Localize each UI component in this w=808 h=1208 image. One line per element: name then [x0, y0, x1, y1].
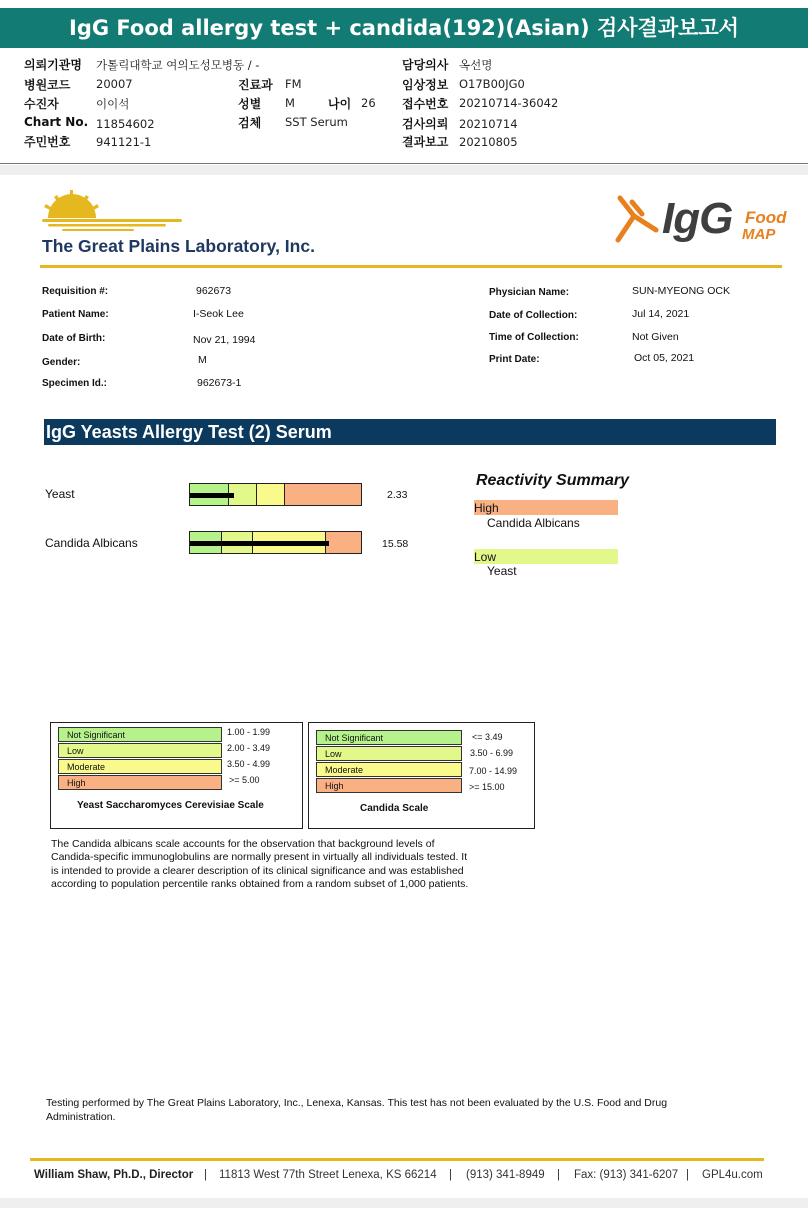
kr-label-resident-no: 주민번호: [24, 135, 71, 149]
footer-website[interactable]: GPL4u.com: [702, 1169, 763, 1181]
sun-logo-icon: [40, 188, 190, 236]
report-title: IgG Food allergy test + candida(192)(Asian) 검사결과보고서: [0, 8, 808, 48]
footer-phone: (913) 341-8949: [466, 1169, 545, 1181]
reactivity-high-item: Candida Albicans: [487, 516, 580, 530]
brand-map: MAP: [742, 226, 776, 243]
yeast-scale-box: [50, 722, 303, 829]
kr-value-request-date: 20210714: [459, 117, 518, 131]
kr-label-patient: 수진자: [24, 97, 59, 111]
result-value-candida: 15.58: [382, 538, 409, 550]
patient-name-value: I-Seok Lee: [193, 308, 244, 320]
footer-fax: Fax: (913) 341-6207: [574, 1169, 679, 1181]
footer-separator: |: [204, 1169, 207, 1181]
scale-row-low: Low: [316, 746, 462, 761]
requisition-value: 962673: [196, 285, 232, 297]
kr-value-clinical-info: O17B00JG0: [459, 77, 525, 91]
brand-food: Food: [745, 208, 787, 227]
kr-label-receipt-no: 접수번호: [402, 97, 449, 111]
footer-address: 11813 West 77th Street Lenexa, KS 66214: [219, 1169, 437, 1181]
reactivity-low-band: Low: [474, 549, 618, 564]
scale-row-low: Low: [58, 743, 222, 758]
kr-label-clinical-info: 임상정보: [402, 78, 449, 92]
kr-value-report-date: 20210805: [459, 135, 518, 149]
section-title: IgG Yeasts Allergy Test (2) Serum: [44, 419, 776, 445]
bar-seg-moderate: [257, 484, 285, 505]
kr-label-sex: 성별: [238, 97, 262, 111]
disclaimer-line: Testing performed by The Great Plains Laboratory, Inc., Lenexa, Kansas. This test has not been evaluated by the U.S. Food and Drug: [46, 1097, 668, 1109]
print-date-label: Print Date:: [489, 354, 540, 365]
candida-scale-title: Candida Scale: [360, 803, 429, 814]
kr-label-chart-no: Chart No.: [24, 115, 89, 129]
disclaimer-line: Administration.: [46, 1111, 116, 1123]
kr-label-age: 나이: [328, 97, 352, 111]
scale-range-moderate: 3.50 - 4.99: [227, 759, 271, 769]
kr-label-department: 진료과: [238, 78, 273, 92]
patient-name-label: Patient Name:: [42, 309, 109, 320]
footer-separator: |: [449, 1169, 452, 1181]
lab-name: The Great Plains Laboratory, Inc.: [42, 236, 315, 256]
kr-value-specimen: SST Serum: [285, 115, 348, 129]
kr-label-physician: 담당의사: [402, 58, 449, 72]
scale-row-moderate: Moderate: [316, 762, 462, 777]
kr-label-institution: 의뢰기관명: [24, 58, 82, 72]
reactivity-low-item: Yeast: [487, 564, 517, 578]
candida-note-line: is intended to provide a clearer description of its clinical significance and was established: [51, 865, 464, 877]
scale-row-high: High: [58, 775, 222, 790]
brand-rule: [40, 265, 782, 268]
result-bar-yeast: [189, 483, 362, 506]
page-gap: [0, 165, 808, 175]
scale-row-moderate: Moderate: [58, 759, 222, 774]
antibody-icon: [612, 192, 662, 248]
scale-row-high: High: [316, 778, 462, 793]
collection-date-value: Jul 14, 2021: [632, 308, 690, 320]
result-name-candida: Candida Albicans: [45, 536, 138, 550]
kr-value-sex: M: [285, 96, 295, 110]
kr-value-physician: 옥선명: [459, 58, 493, 72]
page-gap: [0, 1198, 808, 1208]
scale-row-not-significant: Not Significant: [58, 727, 222, 742]
kr-label-specimen: 검체: [238, 116, 262, 130]
kr-label-request-date: 검사의뢰: [402, 117, 449, 131]
kr-value-age: 26: [361, 96, 376, 110]
scale-range-not-significant: <= 3.49: [472, 732, 503, 742]
kr-value-receipt-no: 20210714-36042: [459, 96, 559, 110]
requisition-label: Requisition #:: [42, 286, 109, 297]
gender-label: Gender:: [42, 357, 81, 368]
result-bar-candida: [189, 531, 362, 554]
footer-rule: [30, 1158, 764, 1161]
result-level-yeast: [190, 493, 234, 498]
physician-value: SUN-MYEONG OCK: [632, 285, 731, 297]
scale-row-not-significant: Not Significant: [316, 730, 462, 745]
footer-director: William Shaw, Ph.D., Director: [34, 1169, 194, 1181]
scale-range-high: >= 15.00: [469, 782, 505, 792]
collection-time-value: Not Given: [632, 331, 679, 343]
result-value-yeast: 2.33: [387, 489, 408, 501]
footer-separator: |: [686, 1169, 689, 1181]
brand-igg: IgG: [662, 194, 733, 243]
scale-range-low: 2.00 - 3.49: [227, 743, 271, 753]
candida-scale-box: [308, 722, 535, 829]
reactivity-high-band: High: [474, 500, 618, 515]
candida-note-line: The Candida albicans scale accounts for the observation that background levels of: [51, 838, 435, 850]
scale-range-not-significant: 1.00 - 1.99: [227, 727, 271, 737]
header-divider: [0, 163, 808, 164]
kr-value-institution: 가톨릭대학교 여의도성모병동 / -: [96, 58, 260, 72]
physician-label: Physician Name:: [489, 287, 570, 298]
kr-value-hospital-code: 20007: [96, 77, 133, 91]
specimen-id-label: Specimen Id.:: [42, 378, 108, 389]
reactivity-summary-title: Reactivity Summary: [476, 472, 629, 489]
bar-seg-high: [285, 484, 361, 505]
kr-value-resident-no: 941121-1: [96, 135, 152, 149]
kr-label-hospital-code: 병원코드: [24, 78, 71, 92]
candida-note-line: Candida-specific immunoglobulins are normally present in virtually all individuals tested. It: [51, 851, 468, 863]
scale-range-high: >= 5.00: [229, 775, 260, 785]
kr-value-patient: 이이석: [96, 97, 130, 111]
kr-value-department: FM: [285, 77, 302, 91]
kr-label-report-date: 결과보고: [402, 135, 449, 149]
kr-value-chart-no: 11854602: [96, 117, 155, 131]
footer-separator: |: [557, 1169, 560, 1181]
result-name-yeast: Yeast: [45, 487, 75, 501]
yeast-scale-title: Yeast Saccharomyces Cerevisiae Scale: [77, 800, 264, 811]
bar-seg-high: [326, 532, 361, 553]
dob-label: Date of Birth:: [42, 333, 106, 344]
print-date-value: Oct 05, 2021: [634, 352, 695, 364]
gender-value: M: [198, 354, 207, 366]
specimen-id-value: 962673-1: [197, 377, 242, 389]
scale-range-low: 3.50 - 6.99: [470, 748, 514, 758]
candida-note-line: according to population percentile ranks obtained from a random subset of 1,000 patients.: [51, 878, 469, 890]
dob-value: Nov 21, 1994: [193, 334, 256, 346]
collection-date-label: Date of Collection:: [489, 310, 578, 321]
collection-time-label: Time of Collection:: [489, 332, 579, 343]
result-level-candida: [190, 541, 329, 546]
scale-range-moderate: 7.00 - 14.99: [469, 766, 518, 776]
